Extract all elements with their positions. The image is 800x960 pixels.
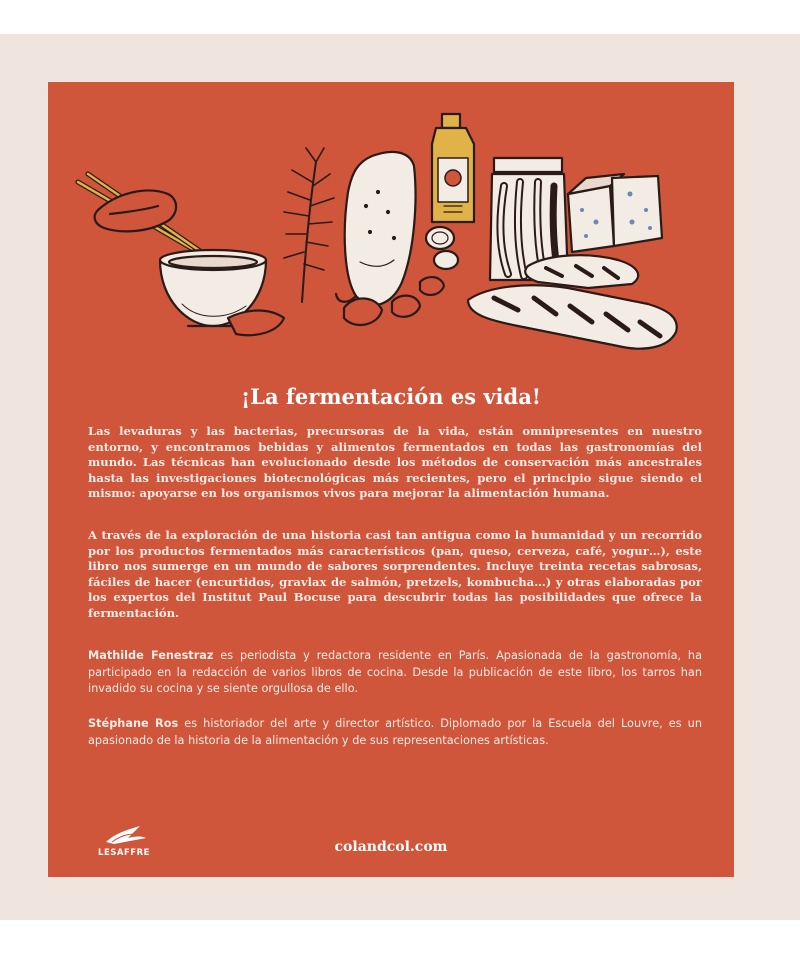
author-name-2: Stéphane Ros bbox=[88, 717, 179, 730]
cookies-icon bbox=[426, 227, 458, 269]
author-bio-text-2: es historiador del arte y director artístico. Diplomado por la Escuela del Louvre, es un apasionado de la historia de la alimentación y de sus representaciones artísticas. bbox=[88, 717, 702, 747]
herb-sprig-icon bbox=[284, 148, 334, 302]
book-back-cover bbox=[48, 82, 734, 877]
website-link[interactable]: colandcol.com bbox=[334, 839, 448, 855]
description-paragraph-2: A través de la exploración de una historia casi tan antigua como la humanidad y un recorrido por los productos fermentados más característicos (pan, queso, cerveza, café, yogur…), este libro nos sumerge en un mundo de sabores sorprendentes. Incluye treinta recetas sabrosas, fáciles de hacer (encurtidos, gravlax de salmón, pretzels, kombucha…) y otras elaboradas por los expertos del Institut Paul Bocuse para descubrir todas las posibilidades que ofrece la fermentación. bbox=[88, 528, 702, 620]
author-bio-1 bbox=[88, 648, 702, 698]
author-name-1: Mathilde Fenestraz bbox=[88, 649, 214, 662]
cured-ham-icon bbox=[336, 152, 416, 305]
blue-cheese-icon bbox=[568, 174, 662, 252]
fermented-foods-illustration bbox=[48, 82, 734, 382]
author-bio-2 bbox=[88, 716, 702, 749]
sake-bottle-icon bbox=[432, 114, 474, 222]
author-bio-text-1: es periodista y redactora residente en París. Apasionada de la gastronomía, ha participado en la redacción de varios libros de cocina. Desde la publicación de este libro, los tarros han invadido su cocina y se siente orgullosa de ello. bbox=[88, 649, 702, 695]
logo-text: LESAFFRE bbox=[98, 848, 150, 858]
book-title: ¡La fermentación es vida! bbox=[240, 384, 542, 409]
description-paragraph-1: Las levaduras y las bacterias, precursoras de la vida, están omnipresentes en nuestro entorno, y encontramos bebidas y alimentos fermentados en todas las gastronomías del mundo. Las técnicas han evolucionado desde los métodos de conservación más ancestrales hasta las investigaciones biotecnológicas más recientes, pero el principio sigue siendo el mismo: apoyarse en los organismos vivos para mejorar la alimentación humana. bbox=[88, 424, 702, 500]
